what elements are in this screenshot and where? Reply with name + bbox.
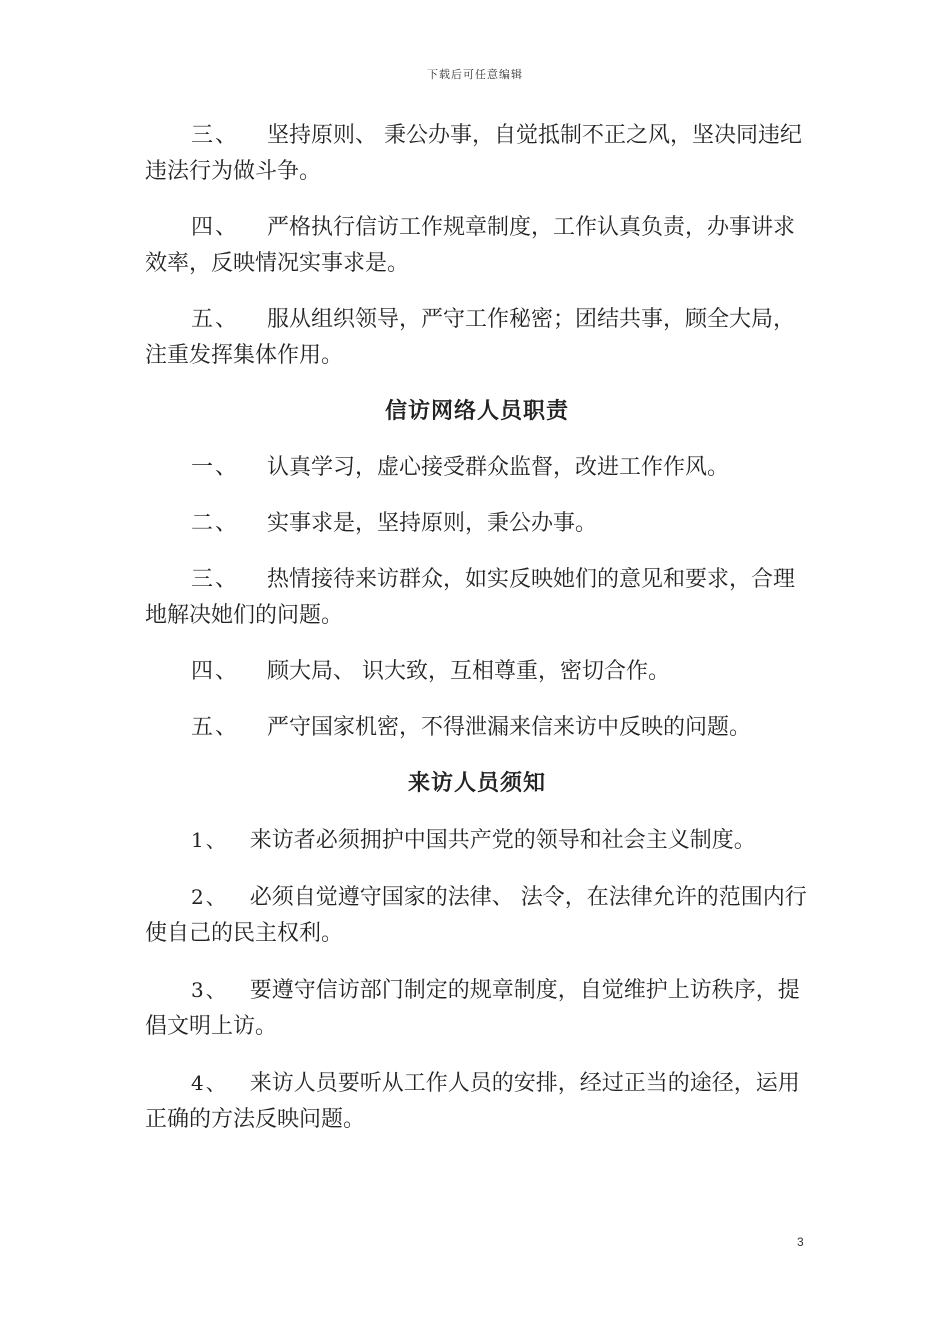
list-item (145, 972, 809, 1045)
list-item (145, 562, 809, 634)
list-item (145, 450, 809, 486)
item-number: 2、 (191, 885, 228, 909)
item-text: 认真学习，虚心接受群众监督，改进工作作风。 (267, 455, 730, 480)
list-item (145, 879, 809, 952)
item-number: 四、 (191, 659, 240, 684)
page-number: 3 (797, 1235, 804, 1249)
document-body (145, 118, 809, 1158)
section-title: 信访网络人员职责 (384, 399, 569, 424)
item-number: 三、 (191, 123, 240, 148)
list-item (145, 710, 809, 746)
item-text: 实事求是，坚持原则，秉公办事。 (267, 511, 598, 536)
item-text: 坚持原则、 秉公办事，自觉抵制不正之风，坚决同违纪违法行为做斗争。 (145, 123, 803, 184)
item-text: 必须自觉遵守国家的法律、 法令，在法律允许的范围内行使自己的民主权利。 (145, 885, 807, 946)
item-text: 来访者必须拥护中国共产党的领导和社会主义制度。 (249, 828, 756, 853)
item-number: 四、 (191, 215, 240, 240)
list-item (145, 210, 809, 282)
item-text: 严格执行信访工作规章制度，工作认真负责，办事讲求效率，反映情况实事求是。 (145, 215, 796, 276)
item-text: 热情接待来访群众，如实反映她们的意见和要求，合理地解决她们的问题。 (145, 567, 796, 628)
item-text: 服从组织领导，严守工作秘密；团结共事，顾全大局，注重发挥集体作用。 (145, 307, 796, 368)
item-number: 五、 (191, 307, 240, 332)
item-text: 严守国家机密，不得泄漏来信来访中反映的问题。 (267, 715, 752, 740)
item-text: 顾大局、 识大致，互相尊重，密切合作。 (267, 659, 671, 684)
section-title: 来访人员须知 (407, 771, 546, 796)
list-item (145, 822, 809, 859)
list-item (145, 654, 809, 690)
header-note: 下载后可任意编辑 (427, 68, 523, 81)
list-item (145, 302, 809, 374)
item-number: 五、 (191, 715, 240, 740)
item-text: 要遵守信访部门制定的规章制度，自觉维护上访秩序，提倡文明上访。 (145, 978, 800, 1039)
list-item (145, 506, 809, 542)
item-number: 3、 (191, 978, 228, 1002)
item-number: 三、 (191, 567, 240, 592)
item-number: 一、 (191, 455, 240, 480)
item-number: 4、 (191, 1071, 228, 1095)
list-item (145, 1065, 809, 1138)
list-item (145, 118, 809, 190)
item-number: 二、 (191, 511, 240, 536)
item-text: 来访人员要听从工作人员的安排，经过正当的途径，运用正确的方法反映问题。 (145, 1071, 800, 1132)
item-number: 1、 (191, 828, 228, 852)
